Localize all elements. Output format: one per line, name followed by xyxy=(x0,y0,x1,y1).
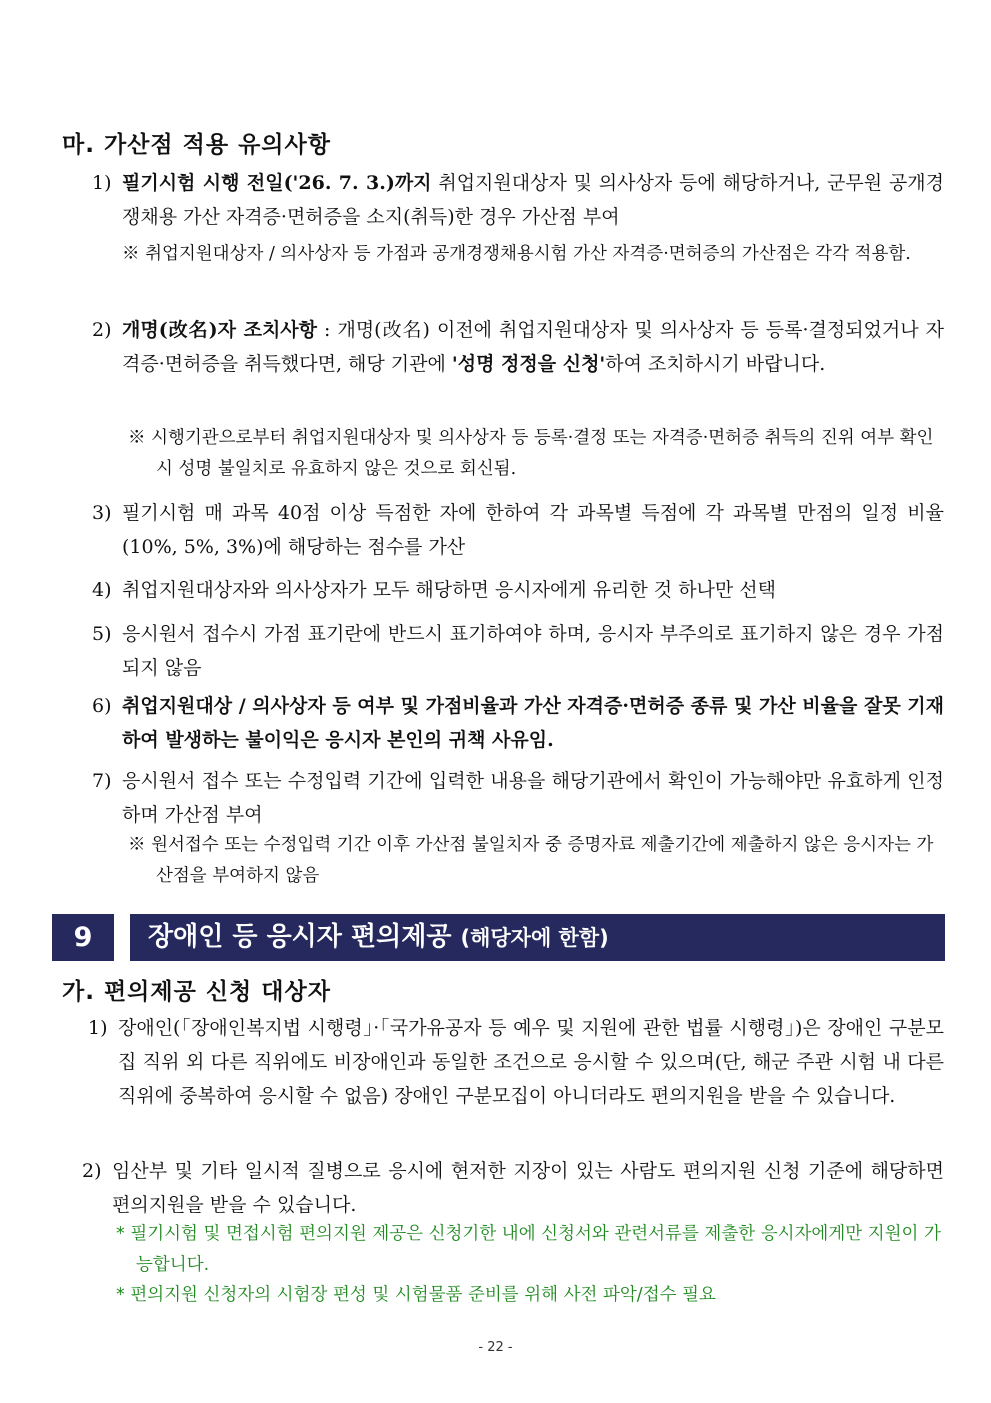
item-number: 1) xyxy=(88,1017,108,1039)
item-bold-text: 필기시험 시행 전일('26. 7. 3.)까지 xyxy=(122,172,432,194)
item-text: 하여 조치하시기 바랍니다. xyxy=(605,353,826,375)
banner-subtitle: (해당자에 한함) xyxy=(460,926,609,950)
page-number: - 22 - xyxy=(478,1340,513,1355)
item-number: 2) xyxy=(92,319,112,341)
item-text: 장애인(「장애인복지법 시행령」·「국가유공자 등 예우 및 지원에 관한 법률 시행령」)은 장애인 구분모집 직위 외 다른 직위에도 비장애인과 동일한 조건으로 응시할 수 있으며(단, 해군 주관 시험 내 다른 직위에 중복하여 응시할 수 없음) 장애인 구분모집이 아니더라도 편의지원을 받을 수 있습니다. xyxy=(118,1017,944,1107)
section-heading-ma: 마. 가산점 적용 유의사항 xyxy=(62,132,331,158)
section-number-badge: 9 xyxy=(52,914,114,961)
item-text: 취업지원대상자 및 의사상자 등에 해당하거나, 군무원 공개경쟁채용 가산 자격증·면허증을 소지(취득)한 경우 가산점 부여 xyxy=(122,172,944,228)
note-text: ※ 시행기관으로부터 취업지원대상자 및 의사상자 등 등록·결정 또는 자격증·면허증 취득의 진위 여부 확인 시 성명 불일치로 유효하지 않은 것으로 회신됨. xyxy=(128,428,934,479)
item-bold-text: 취업지원대상 / 의사상자 등 여부 및 가점비율과 가산 자격증·면허증 종류 및 가산 비율을 잘못 기재하여 발생하는 불이익은 응시자 본인의 귀책 사유임. xyxy=(122,695,944,751)
item-number: 5) xyxy=(92,623,112,645)
item-number: 7) xyxy=(92,770,112,792)
banner-title: 장애인 등 응시자 편의제공 xyxy=(148,922,452,952)
item-text: 임산부 및 기타 일시적 질병으로 응시에 현저한 지장이 있는 사람도 편의지원 신청 기준에 해당하면 편의지원을 받을 수 있습니다. xyxy=(112,1160,944,1216)
green-note: * 편의지원 신청자의 시험장 편성 및 시험물품 준비를 위해 사전 파악/접수 필요 xyxy=(116,1285,716,1305)
item-number: 3) xyxy=(92,502,112,524)
item-text: : 개명(改名) 이전에 취업지원대상자 및 의사상자 등 등록·결정되었거나 자격증·면허증을 취득했다면, 해당 기관에 xyxy=(122,319,944,375)
item-bold-text: '성명 정정을 신청' xyxy=(451,353,606,375)
note-text: ※ 원서접수 또는 수정입력 기간 이후 가산점 불일치자 중 증명자료 제출기간에 제출하지 않은 응시자는 가산점을 부여하지 않음 xyxy=(128,835,934,886)
section-banner xyxy=(130,914,945,961)
item-text: 응시원서 접수 또는 수정입력 기간에 입력한 내용을 해당기관에서 확인이 가능해야만 유효하게 인정하며 가산점 부여 xyxy=(122,770,944,826)
green-note: * 필기시험 및 면접시험 편의지원 제공은 신청기한 내에 신청서와 관련서류를 제출한 응시자에게만 지원이 가능합니다. xyxy=(116,1224,941,1275)
item-number: 2) xyxy=(82,1160,102,1182)
section-heading-ga: 가. 편의제공 신청 대상자 xyxy=(62,979,331,1005)
item-number: 4) xyxy=(92,579,112,601)
item-text: 취업지원대상자와 의사상자가 모두 해당하면 응시자에게 유리한 것 하나만 선택 xyxy=(122,579,776,601)
note-text: ※ 취업지원대상자 / 의사상자 등 가점과 공개경쟁채용시험 가산 자격증·면허증의 가산점은 각각 적용함. xyxy=(122,244,911,264)
item-bold-text: 개명(改名)자 조치사항 xyxy=(122,319,318,341)
item-text: 필기시험 매 과목 40점 이상 득점한 자에 한하여 각 과목별 득점에 각 과목별 만점의 일정 비율(10%, 5%, 3%)에 해당하는 점수를 가산 xyxy=(122,502,944,558)
item-text: 응시원서 접수시 가점 표기란에 반드시 표기하여야 하며, 응시자 부주의로 표기하지 않은 경우 가점되지 않음 xyxy=(122,623,944,679)
item-number: 1) xyxy=(92,172,112,194)
item-number: 6) xyxy=(92,695,112,717)
